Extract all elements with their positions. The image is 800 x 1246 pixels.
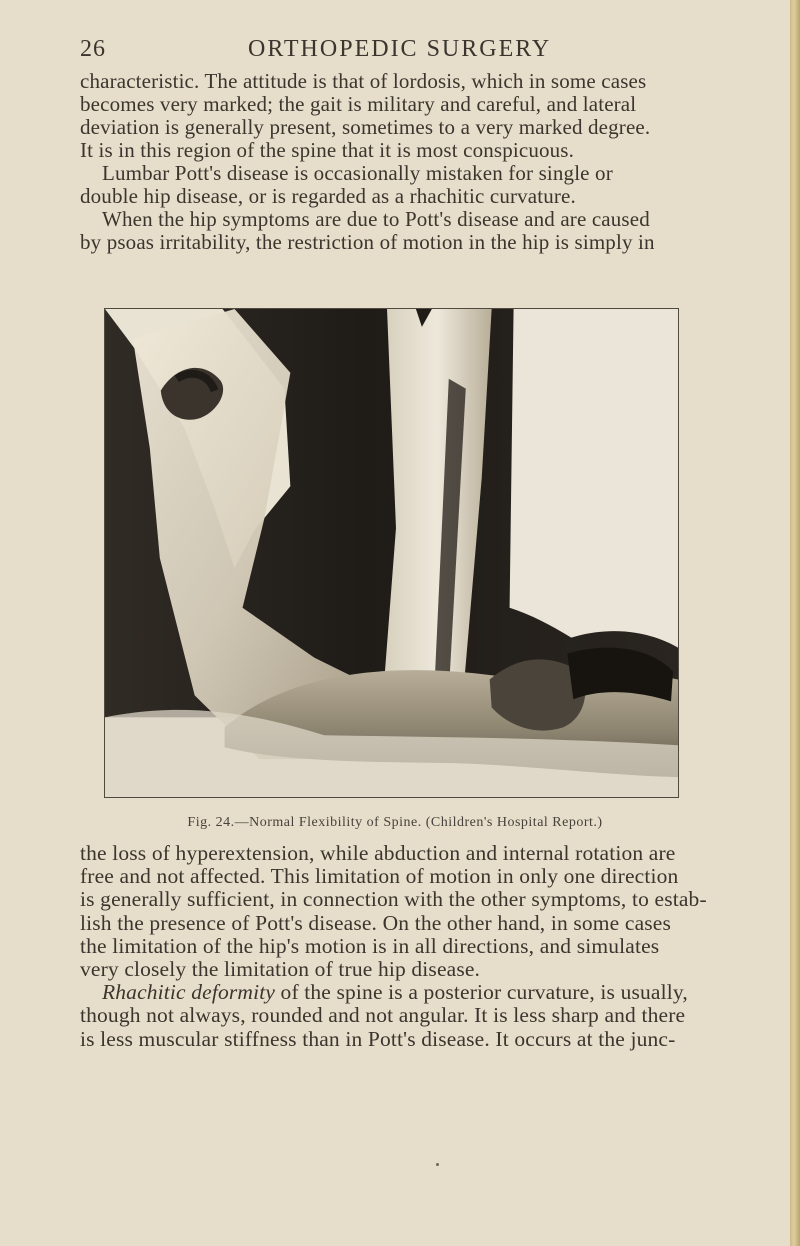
text-line: very closely the limitation of true hip disease. xyxy=(80,957,481,982)
text-line-rest: of the spine is a posterior curvature, is usually, xyxy=(275,980,688,1005)
text-line: When the hip symptoms are due to Pott's disease and are caused xyxy=(102,207,650,231)
text-line: It is in this region of the spine that it is most conspicuous. xyxy=(80,138,575,162)
figure-caption: Fig. 24.—Normal Flexibility of Spine. (Children's Hospital Report.) xyxy=(187,815,603,830)
bottom-paragraphs xyxy=(80,842,710,1051)
text-line: the loss of hyperextension, while abduction and internal rotation are xyxy=(80,841,676,865)
text-line: Lumbar Pott's disease is occasionally mistaken for single or xyxy=(102,161,613,185)
figure-image xyxy=(105,309,678,797)
text-line: deviation is generally present, sometimes to a very marked degree. xyxy=(80,115,651,139)
rhachitic-line xyxy=(80,981,710,1004)
print-speck xyxy=(436,1163,439,1166)
text-line: by psoas irritability, the restriction of motion in the hip is simply in xyxy=(80,230,655,254)
text-line: characteristic. The attitude is that of lordosis, which in some cases xyxy=(80,69,647,93)
italic-term: Rhachitic deformity xyxy=(102,980,276,1005)
text-line: lish the presence of Pott's disease. On the other hand, in some cases xyxy=(80,910,671,935)
text-line: is less muscular stiffness than in Pott's disease. It occurs at the junc- xyxy=(80,1026,676,1051)
page-edge xyxy=(790,0,800,1246)
text-line: is generally sufficient, in connection with the other symptoms, to estab- xyxy=(80,887,707,912)
top-paragraphs xyxy=(80,70,710,254)
text-line: double hip disease, or is regarded as a rhachitic curvature. xyxy=(80,184,576,208)
text-line: becomes very marked; the gait is military and careful, and lateral xyxy=(80,92,637,116)
text-line: the limitation of the hip's motion is in all directions, and simulates xyxy=(80,933,660,958)
text-line: free and not affected. This limitation of motion in only one direction xyxy=(80,864,679,889)
page-header xyxy=(0,36,790,68)
text-line: though not always, rounded and not angular. It is less sharp and there xyxy=(80,1003,686,1028)
running-title: ORTHOPEDIC SURGERY xyxy=(248,36,552,62)
page-number: 26 xyxy=(80,36,106,62)
figure-photograph xyxy=(104,308,679,798)
